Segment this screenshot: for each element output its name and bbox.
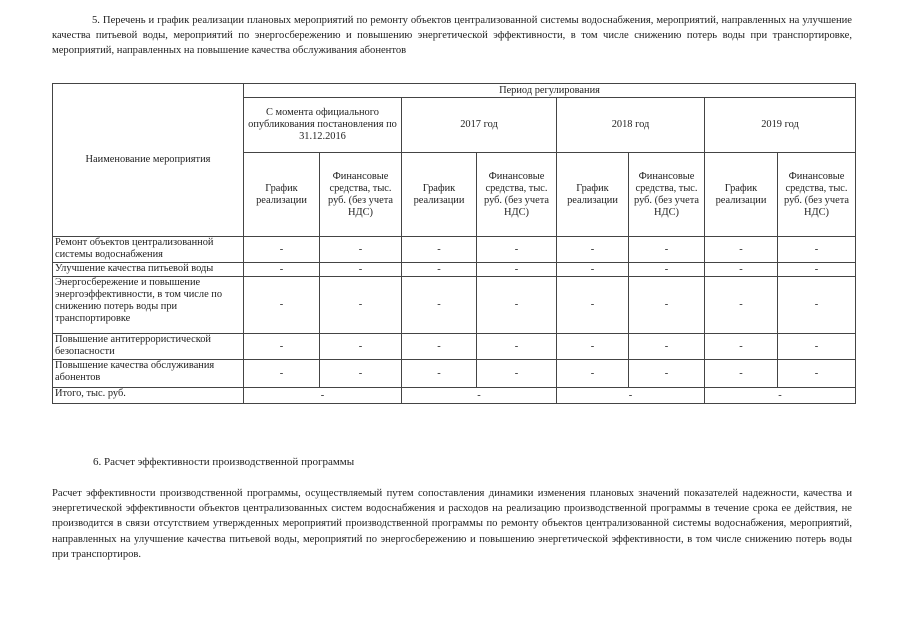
activities-schedule-table xyxy=(52,83,856,404)
section-5-heading: 5. Перечень и график реализации плановых мероприятий по ремонту объектов централизованной системы водоснабжения, мероприятий, направленных на улучшение качества питьевой воды, мероприятий по энергосбережению и повышению энергетической эффективности, в том числе снижению потерь воды при транспортировке, мероприятий, направленных на повышение качества обслуживания абонентов xyxy=(52,15,852,56)
table-cell: - xyxy=(320,277,402,334)
total-cell: - xyxy=(402,388,557,404)
table-cell: - xyxy=(477,263,557,277)
finance-subheader: Финансовые средства, тыс. руб. (без учета НДС) xyxy=(778,153,856,237)
table-cell: - xyxy=(557,277,629,334)
table-cell: - xyxy=(705,360,778,388)
table-cell: - xyxy=(244,237,320,263)
table-cell: - xyxy=(402,237,477,263)
total-cell: - xyxy=(705,388,856,404)
table-row xyxy=(53,334,856,360)
table-cell: - xyxy=(477,334,557,360)
row-label: Повышение антитеррористической безопасности xyxy=(53,334,244,360)
total-cell: - xyxy=(557,388,705,404)
table-cell: - xyxy=(557,263,629,277)
table-cell: - xyxy=(778,334,856,360)
table-cell: - xyxy=(557,334,629,360)
table-cell: - xyxy=(320,237,402,263)
period-header: 2018 год xyxy=(557,98,705,153)
table-cell: - xyxy=(477,360,557,388)
row-label: Повышение качества обслуживания абонентов xyxy=(53,360,244,388)
total-cell: - xyxy=(244,388,402,404)
table-cell: - xyxy=(778,263,856,277)
table-cell: - xyxy=(477,237,557,263)
table-cell: - xyxy=(320,334,402,360)
section-6-heading: 6. Расчет эффективности производственной программы xyxy=(93,456,355,468)
table-cell: - xyxy=(705,237,778,263)
table-cell: - xyxy=(629,334,705,360)
table-cell: - xyxy=(629,360,705,388)
table-row xyxy=(53,277,856,334)
activity-name-header: Наименование мероприятия xyxy=(53,84,244,237)
table-cell: - xyxy=(244,277,320,334)
table-row xyxy=(53,237,856,263)
period-header: 2019 год xyxy=(705,98,856,153)
schedule-subheader: График реализации xyxy=(557,153,629,237)
total-row xyxy=(53,388,856,404)
table-cell: - xyxy=(557,360,629,388)
table-cell: - xyxy=(402,360,477,388)
table-cell: - xyxy=(778,360,856,388)
finance-subheader: Финансовые средства, тыс. руб. (без учета НДС) xyxy=(320,153,402,237)
row-label: Энергосбережение и повышение энергоэффективности, в том числе по снижению потерь воды при транспортировке xyxy=(53,277,244,334)
regulation-period-header: Период регулирования xyxy=(244,84,856,98)
schedule-subheader: График реализации xyxy=(244,153,320,237)
table-cell: - xyxy=(705,277,778,334)
section-6-paragraph: Расчет эффективности производственной программы, осуществляемый путем сопоставления динамики изменения плановых значений показателей надежности, качества и энергетической эффективности объектов централизованных систем водоснабжения и расходов на реализацию производственной программы в течение срока ее действия, не производится в связи отсутствием утвержденных мероприятий производственной программы по ремонту объектов централизованной системы водоснабжения, мероприятий, направленных на улучшение качества питьевой воды, мероприятий по энергосбережению и повышению энергетической эффективности, в том числе снижению потерь воды при транспортиров. xyxy=(52,488,852,560)
total-label: Итого, тыс. руб. xyxy=(53,388,244,404)
table-row xyxy=(53,360,856,388)
table-cell: - xyxy=(320,360,402,388)
table-cell: - xyxy=(557,237,629,263)
table-cell: - xyxy=(705,263,778,277)
row-label: Улучшение качества питьевой воды xyxy=(53,263,244,277)
table-cell: - xyxy=(402,277,477,334)
period-header: С момента официального опубликования постановления по 31.12.2016 xyxy=(244,98,402,153)
table-row xyxy=(53,263,856,277)
table-cell: - xyxy=(629,263,705,277)
schedule-subheader: График реализации xyxy=(705,153,778,237)
table-cell: - xyxy=(244,360,320,388)
table-cell: - xyxy=(705,334,778,360)
table-cell: - xyxy=(402,334,477,360)
schedule-subheader: График реализации xyxy=(402,153,477,237)
table-cell: - xyxy=(778,237,856,263)
table-cell: - xyxy=(244,334,320,360)
table-cell: - xyxy=(244,263,320,277)
table-cell: - xyxy=(402,263,477,277)
finance-subheader: Финансовые средства, тыс. руб. (без учета НДС) xyxy=(629,153,705,237)
period-header: 2017 год xyxy=(402,98,557,153)
table-cell: - xyxy=(629,277,705,334)
table-cell: - xyxy=(778,277,856,334)
finance-subheader: Финансовые средства, тыс. руб. (без учета НДС) xyxy=(477,153,557,237)
table-cell: - xyxy=(320,263,402,277)
row-label: Ремонт объектов централизованной системы водоснабжения xyxy=(53,237,244,263)
table-cell: - xyxy=(477,277,557,334)
table-cell: - xyxy=(629,237,705,263)
